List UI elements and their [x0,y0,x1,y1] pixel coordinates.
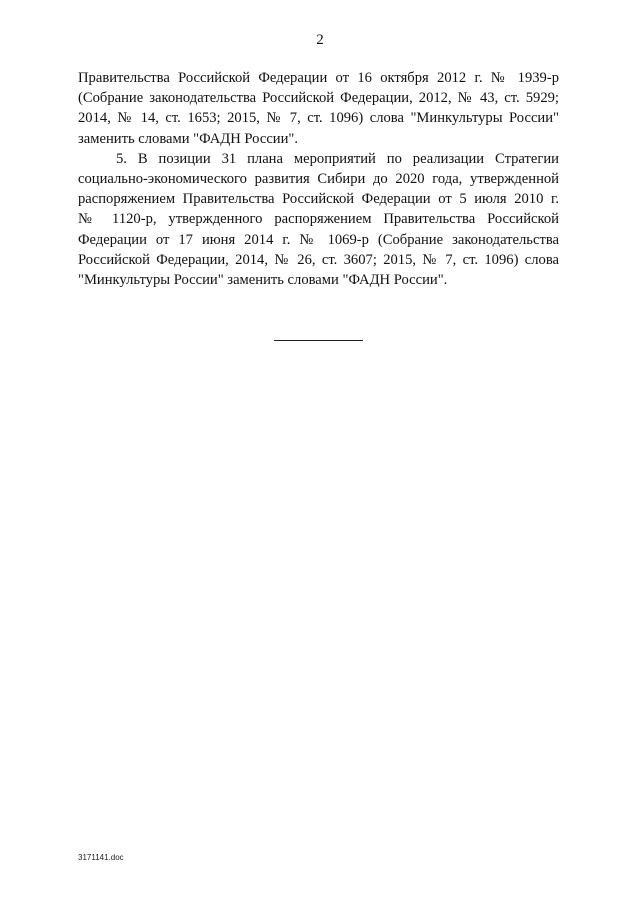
page-number: 2 [316,32,324,48]
text-line: социально-экономического развития Сибири до 2020 года, утвержденной [78,171,559,188]
document-body [78,68,559,290]
text-line: 2014, № 14, ст. 1653; 2015, № 7, ст. 1096) слова "Минкультуры России" [78,110,559,127]
end-divider-line [274,340,363,341]
text-line: заменить словами "ФАДН России". [78,130,299,147]
text-line: № 1120-р, утвержденного распоряжением Правительства Российской [78,211,559,228]
text-line: распоряжением Правительства Российской Федерации от 5 июля 2010 г. [78,191,559,208]
text-line: Федерации от 17 июня 2014 г. № 1069-р (Собрание законодательства [78,231,559,248]
paragraph-item-5 [78,149,559,290]
text-line: "Минкультуры России" заменить словами "ФАДН России". [78,272,448,289]
paragraph-continuation [78,68,559,149]
document-code: 3171141.doc [78,853,124,862]
text-line: (Собрание законодательства Российской Федерации, 2012, № 43, ст. 5929; [78,90,559,107]
text-line: Правительства Российской Федерации от 16 октября 2012 г. № 1939-р [78,70,559,86]
text-line: Российской Федерации, 2014, № 26, ст. 3607; 2015, № 7, ст. 1096) слова [78,251,559,268]
text-line: 5. В позиции 31 плана мероприятий по реализации Стратегии [116,150,559,167]
